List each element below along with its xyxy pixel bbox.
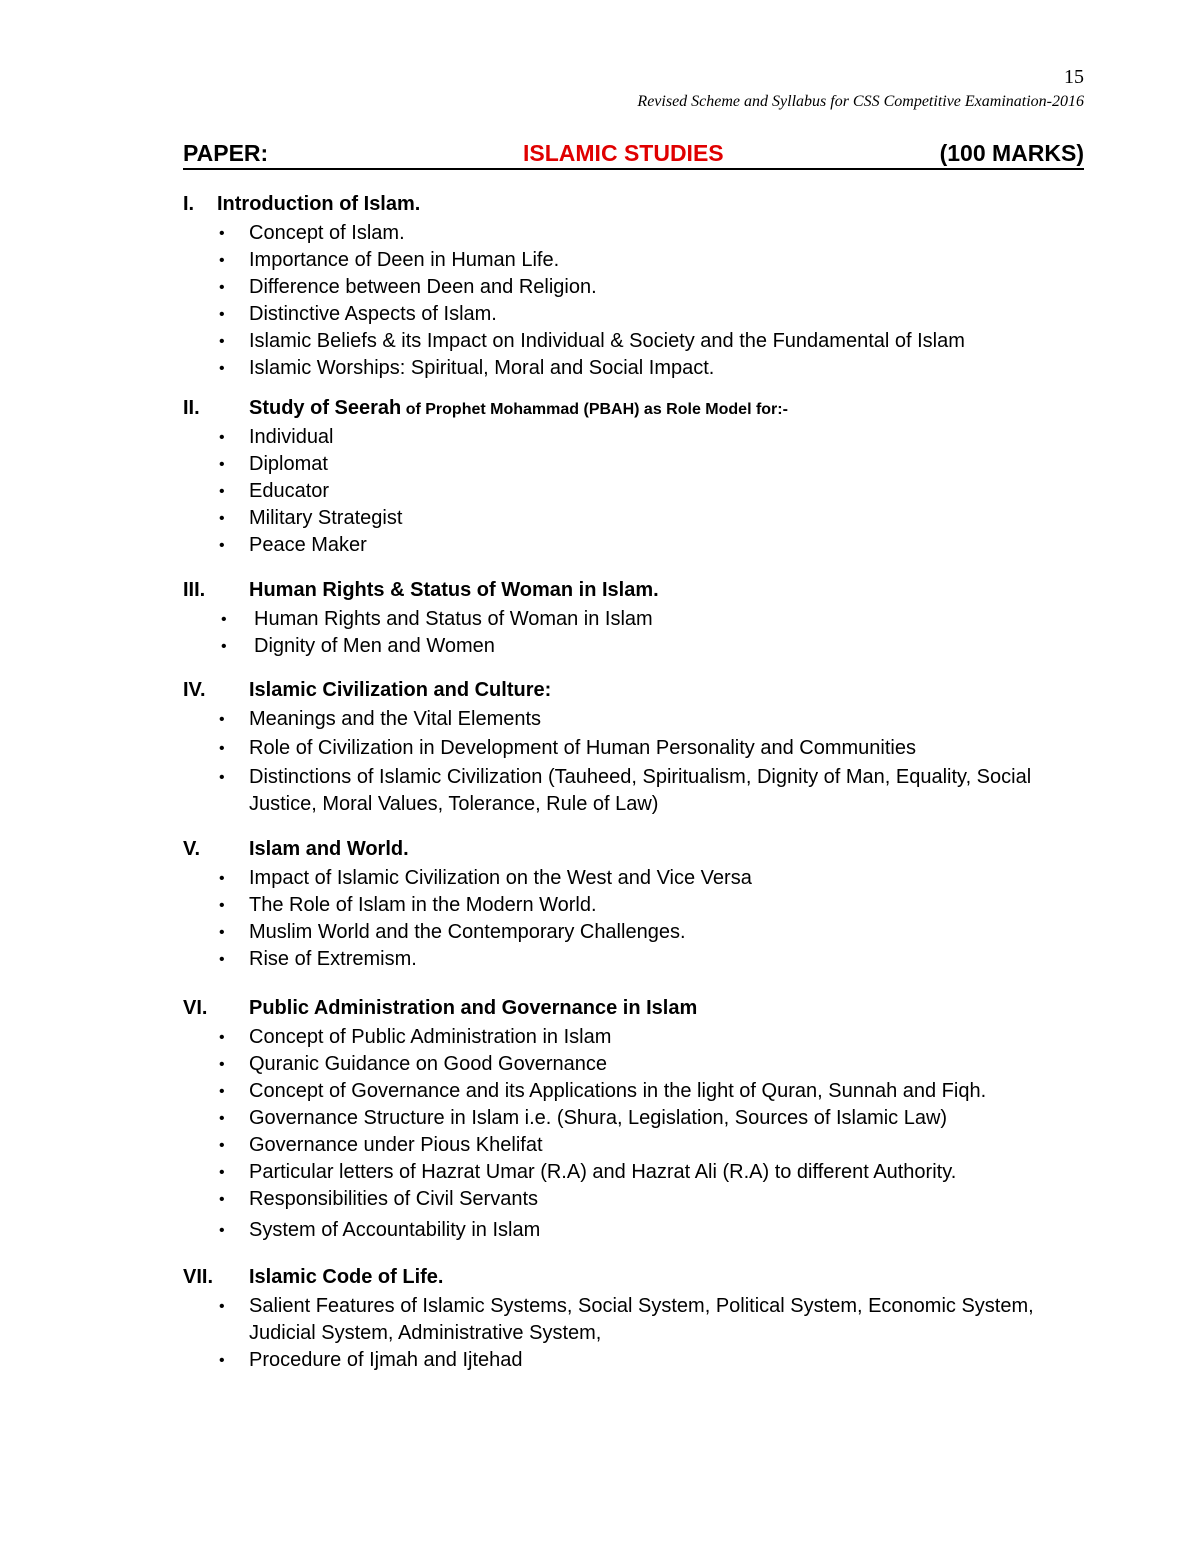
section-numeral: I. [183,193,195,215]
list-item: • Peace Maker [183,532,1084,559]
section-heading [183,679,1084,706]
bullet-icon: • [219,225,225,242]
list-item: • Impact of Islamic Civilization on the West and Vice Versa [183,865,1084,892]
list-item: • Individual [183,424,1084,451]
section-numeral: III. [183,579,206,601]
section-v [183,838,1084,973]
paper-title-bar [183,138,1084,170]
list-item: • Muslim World and the Contemporary Challenges. [183,919,1084,946]
list-item: • Educator [183,478,1084,505]
list-item: • Diplomat [183,451,1084,478]
section-numeral: V. [183,838,201,860]
section-ii [183,397,1084,559]
bullet-icon: • [221,611,227,628]
bullet-icon: • [219,306,225,323]
bullet-icon: • [219,252,225,269]
bullet-icon: • [219,740,225,757]
bullet-icon: • [219,1164,225,1181]
list-item: • Rise of Extremism. [183,946,1084,973]
section-title: Human Rights & Status of Woman in Islam. [249,579,659,601]
list-item: • Concept of Islam. [183,220,1084,247]
bullet-icon: • [219,1298,225,1315]
section-heading [183,193,1084,220]
bullet-icon: • [219,870,225,887]
paper-subject: ISLAMIC STUDIES [523,140,724,166]
section-title: Study of Seerah of Prophet Mohammad (PBAH) as Role Model for:- [249,397,788,419]
bullet-icon: • [219,1029,225,1046]
bullet-icon: • [219,483,225,500]
list-item: • Role of Civilization in Development of Human Personality and Communities [183,735,1084,762]
section-heading [183,1266,1084,1293]
list-item: • Governance Structure in Islam i.e. (Shura, Legislation, Sources of Islamic Law) [183,1105,1084,1132]
list-item: • System of Accountability in Islam [183,1217,1084,1244]
list-item: • Importance of Deen in Human Life. [183,247,1084,274]
bullet-icon: • [219,360,225,377]
list-item: • Procedure of Ijmah and Ijtehad [183,1347,1084,1374]
section-title: Introduction of Islam. [217,193,421,215]
list-item: • Meanings and the Vital Elements [183,706,1084,733]
list-item: • Salient Features of Islamic Systems, Social System, Political System, Economic System, Judicial System, Administrative System, [219,1295,1034,1344]
bullet-icon: • [219,1137,225,1154]
section-items [183,865,1084,973]
section-title: Islamic Civilization and Culture: [249,679,552,701]
list-item: • Concept of Governance and its Applications in the light of Quran, Sunnah and Fiqh. [183,1078,1084,1105]
list-item: • Islamic Worships: Spiritual, Moral and Social Impact. [183,355,1084,382]
bullet-icon: • [219,1056,225,1073]
section-items [183,424,1084,559]
section-iv [183,679,1084,820]
section-title: Public Administration and Governance in Islam [249,997,698,1019]
list-item: • Difference between Deen and Religion. [183,274,1084,301]
list-item: • Governance under Pious Khelifat [183,1132,1084,1159]
list-item: • Particular letters of Hazrat Umar (R.A) and Hazrat Ali (R.A) to different Authority. [183,1159,1084,1186]
section-heading [183,579,1084,606]
list-item: • Islamic Beliefs & its Impact on Individual & Society and the Fundamental of Islam [183,328,1084,355]
section-items [183,706,1084,818]
list-item: • Concept of Public Administration in Islam [183,1024,1084,1051]
bullet-icon: • [219,537,225,554]
section-numeral: VI. [183,997,208,1019]
list-item: • Responsibilities of Civil Servants [183,1186,1084,1213]
bullet-icon: • [219,1110,225,1127]
bullet-icon: • [219,1222,225,1239]
bullet-icon: • [219,924,225,941]
section-items [183,1293,1084,1374]
list-item: • Dignity of Men and Women [183,633,1084,660]
section-items [183,220,1084,382]
section-iii [183,579,1084,660]
section-i [183,193,1084,382]
bullet-icon: • [219,279,225,296]
section-heading [183,997,1084,1024]
section-vi [183,997,1084,1244]
section-numeral: II. [183,397,200,419]
bullet-icon: • [219,711,225,728]
paper-marks: (100 MARKS) [939,140,1084,166]
bullet-icon: • [219,333,225,350]
bullet-icon: • [219,429,225,446]
list-item: • Quranic Guidance on Good Governance [183,1051,1084,1078]
bullet-icon: • [219,769,225,786]
section-title: Islamic Code of Life. [249,1266,444,1288]
page-number: 15 [1064,66,1084,88]
section-items [183,1024,1084,1244]
bullet-icon: • [219,456,225,473]
bullet-icon: • [219,951,225,968]
section-heading [183,397,1084,424]
section-title: Islam and World. [249,838,409,860]
bullet-icon: • [219,510,225,527]
section-heading [183,838,1084,865]
list-item: • The Role of Islam in the Modern World. [183,892,1084,919]
list-item: • Distinctions of Islamic Civilization (Tauheed, Spiritualism, Dignity of Man, Equality, Social Justice, Moral Values, Tolerance, Rule of Law) [219,766,1032,815]
section-vii [183,1266,1084,1374]
bullet-icon: • [219,897,225,914]
bullet-icon: • [221,638,227,655]
bullet-icon: • [219,1352,225,1369]
bullet-icon: • [219,1083,225,1100]
section-items [183,606,1084,660]
list-item: • Human Rights and Status of Woman in Islam [183,606,1084,633]
bullet-icon: • [219,1191,225,1208]
section-numeral: VII. [183,1266,214,1288]
running-header: Revised Scheme and Syllabus for CSS Competitive Examination-2016 [637,93,1084,110]
section-numeral: IV. [183,679,206,701]
paper-label: PAPER: [183,140,269,166]
list-item: • Distinctive Aspects of Islam. [183,301,1084,328]
list-item: • Military Strategist [183,505,1084,532]
